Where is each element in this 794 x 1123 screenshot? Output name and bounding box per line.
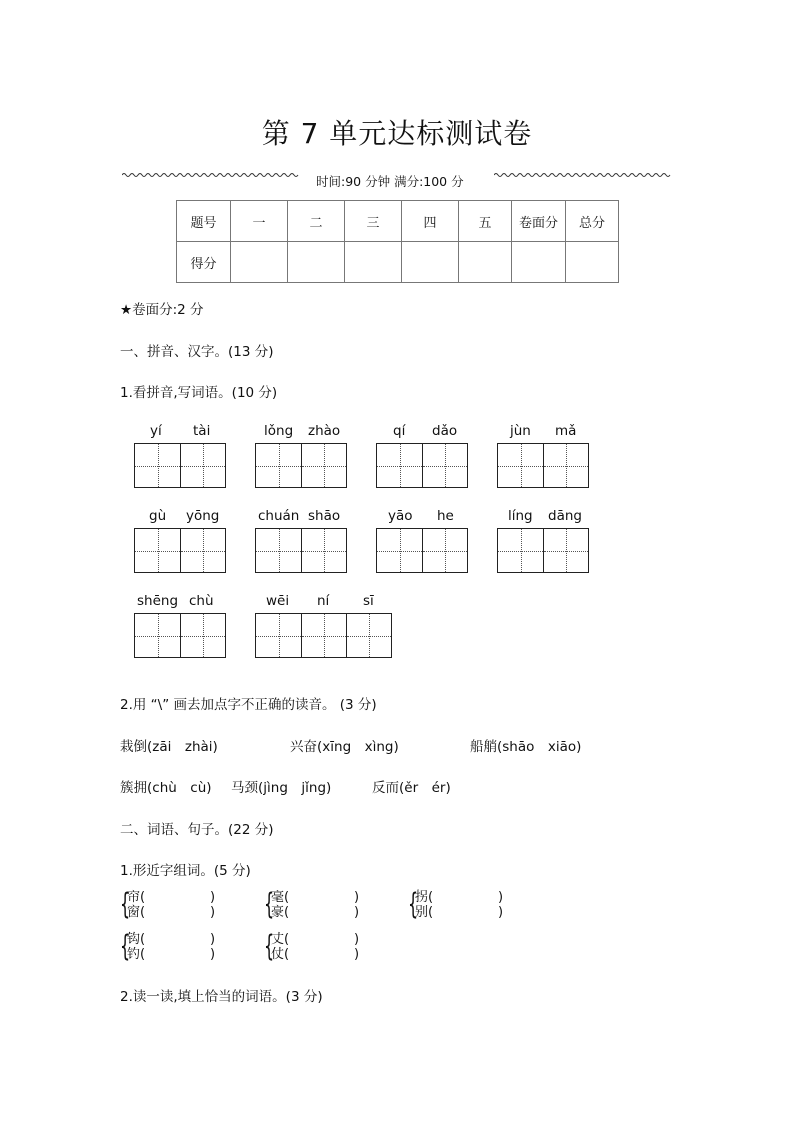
pinyin-label: shāo — [308, 508, 341, 524]
table-cell: 得分 — [177, 242, 231, 283]
pronunciation-item[interactable]: 兴奋(xīng xìng) — [290, 739, 399, 755]
char-prompt: 帘( — [127, 890, 146, 905]
pinyin-label: wēi — [266, 593, 290, 609]
pinyin-label: sī — [363, 593, 374, 609]
writing-grid[interactable] — [134, 443, 226, 488]
brace-icon: { — [408, 887, 419, 921]
writing-grid[interactable] — [255, 613, 392, 658]
pinyin-label: líng — [508, 508, 533, 524]
table-cell: 一 — [231, 201, 288, 242]
wavy-divider-right — [494, 171, 672, 179]
brace-icon: { — [264, 929, 275, 963]
pinyin-label: yōng — [186, 508, 220, 524]
pronunciation-item[interactable]: 栽倒(zāi zhài) — [120, 739, 218, 755]
close-paren: ) — [498, 905, 504, 920]
close-paren: ) — [354, 890, 360, 905]
score-input-cell[interactable] — [459, 242, 512, 283]
pinyin-label: jùn — [510, 423, 531, 439]
close-paren: ) — [498, 890, 504, 905]
score-input-cell[interactable] — [288, 242, 345, 283]
question-1-heading: 1.看拼音,写词语。(10 分) — [120, 385, 278, 401]
table-cell: 题号 — [177, 201, 231, 242]
pinyin-label: shēng — [137, 593, 179, 609]
writing-grid[interactable] — [134, 528, 226, 573]
score-input-cell[interactable] — [231, 242, 288, 283]
table-cell: 五 — [459, 201, 512, 242]
table-cell: 总分 — [566, 201, 619, 242]
writing-grid[interactable] — [255, 528, 347, 573]
pronunciation-item[interactable]: 马颈(jìng jǐng) — [231, 780, 332, 796]
brace-icon: { — [264, 887, 275, 921]
score-input-cell[interactable] — [345, 242, 402, 283]
pinyin-label: chù — [189, 593, 214, 609]
writing-grid[interactable] — [497, 528, 589, 573]
pinyin-label: qí — [393, 423, 406, 439]
close-paren: ) — [354, 947, 360, 962]
pronunciation-item[interactable]: 船艄(shāo xiāo) — [470, 739, 582, 755]
pinyin-label: yí — [150, 423, 162, 439]
table-cell: 二 — [288, 201, 345, 242]
score-input-cell[interactable] — [402, 242, 459, 283]
pronunciation-item[interactable]: 簇拥(chù cù) — [120, 780, 212, 796]
char-prompt: 钩( — [127, 932, 146, 947]
pinyin-label: zhào — [308, 423, 341, 439]
pinyin-label: tài — [193, 423, 211, 439]
close-paren: ) — [210, 890, 216, 905]
table-cell: 四 — [402, 201, 459, 242]
char-prompt: 豪( — [271, 905, 290, 920]
neatness-note: ★卷面分:2 分 — [120, 302, 204, 318]
pinyin-label: dǎo — [432, 423, 458, 439]
brace-icon: { — [120, 929, 131, 963]
score-input-cell[interactable] — [512, 242, 566, 283]
writing-grid[interactable] — [255, 443, 347, 488]
question-2-1-heading: 1.形近字组词。(5 分) — [120, 863, 251, 879]
writing-grid[interactable] — [497, 443, 589, 488]
writing-grid[interactable] — [376, 443, 468, 488]
wavy-divider-left — [122, 171, 300, 179]
brace-icon: { — [120, 887, 131, 921]
pinyin-label: gù — [149, 508, 167, 524]
pinyin-label: he — [437, 508, 454, 524]
table-cell: 卷面分 — [512, 201, 566, 242]
char-prompt: 拐( — [415, 890, 434, 905]
char-prompt: 钓( — [127, 947, 146, 962]
writing-grid[interactable] — [134, 613, 226, 658]
char-prompt: 丈( — [271, 932, 290, 947]
close-paren: ) — [210, 905, 216, 920]
pinyin-label: chuán — [258, 508, 300, 524]
close-paren: ) — [354, 932, 360, 947]
question-2-heading: 2.用 “\” 画去加点字不正确的读音。 (3 分) — [120, 697, 377, 713]
score-input-cell[interactable] — [566, 242, 619, 283]
pinyin-label: lǒng — [264, 423, 294, 439]
section-one-heading: 一、拼音、汉字。(13 分) — [120, 344, 274, 360]
close-paren: ) — [354, 905, 360, 920]
char-prompt: 别( — [415, 905, 434, 920]
pinyin-label: dāng — [548, 508, 582, 524]
close-paren: ) — [210, 932, 216, 947]
pinyin-label: mǎ — [555, 423, 577, 439]
table-cell: 三 — [345, 201, 402, 242]
close-paren: ) — [210, 947, 216, 962]
section-two-heading: 二、词语、句子。(22 分) — [120, 822, 274, 838]
char-prompt: 窗( — [127, 905, 146, 920]
pinyin-label: ní — [317, 593, 330, 609]
score-table-score-row — [177, 242, 619, 283]
pronunciation-item[interactable]: 反而(ěr ér) — [372, 780, 451, 796]
score-table — [176, 200, 619, 283]
time-and-score-info: 时间:90 分钟 满分:100 分 — [316, 174, 464, 189]
page-title: 第 7 单元达标测试卷 — [261, 117, 533, 150]
char-prompt: 毫( — [271, 890, 290, 905]
char-prompt: 仗( — [271, 947, 290, 962]
pinyin-label: yāo — [388, 508, 413, 524]
score-table-header-row — [177, 201, 619, 242]
question-2-2-heading: 2.读一读,填上恰当的词语。(3 分) — [120, 989, 323, 1005]
writing-grid[interactable] — [376, 528, 468, 573]
